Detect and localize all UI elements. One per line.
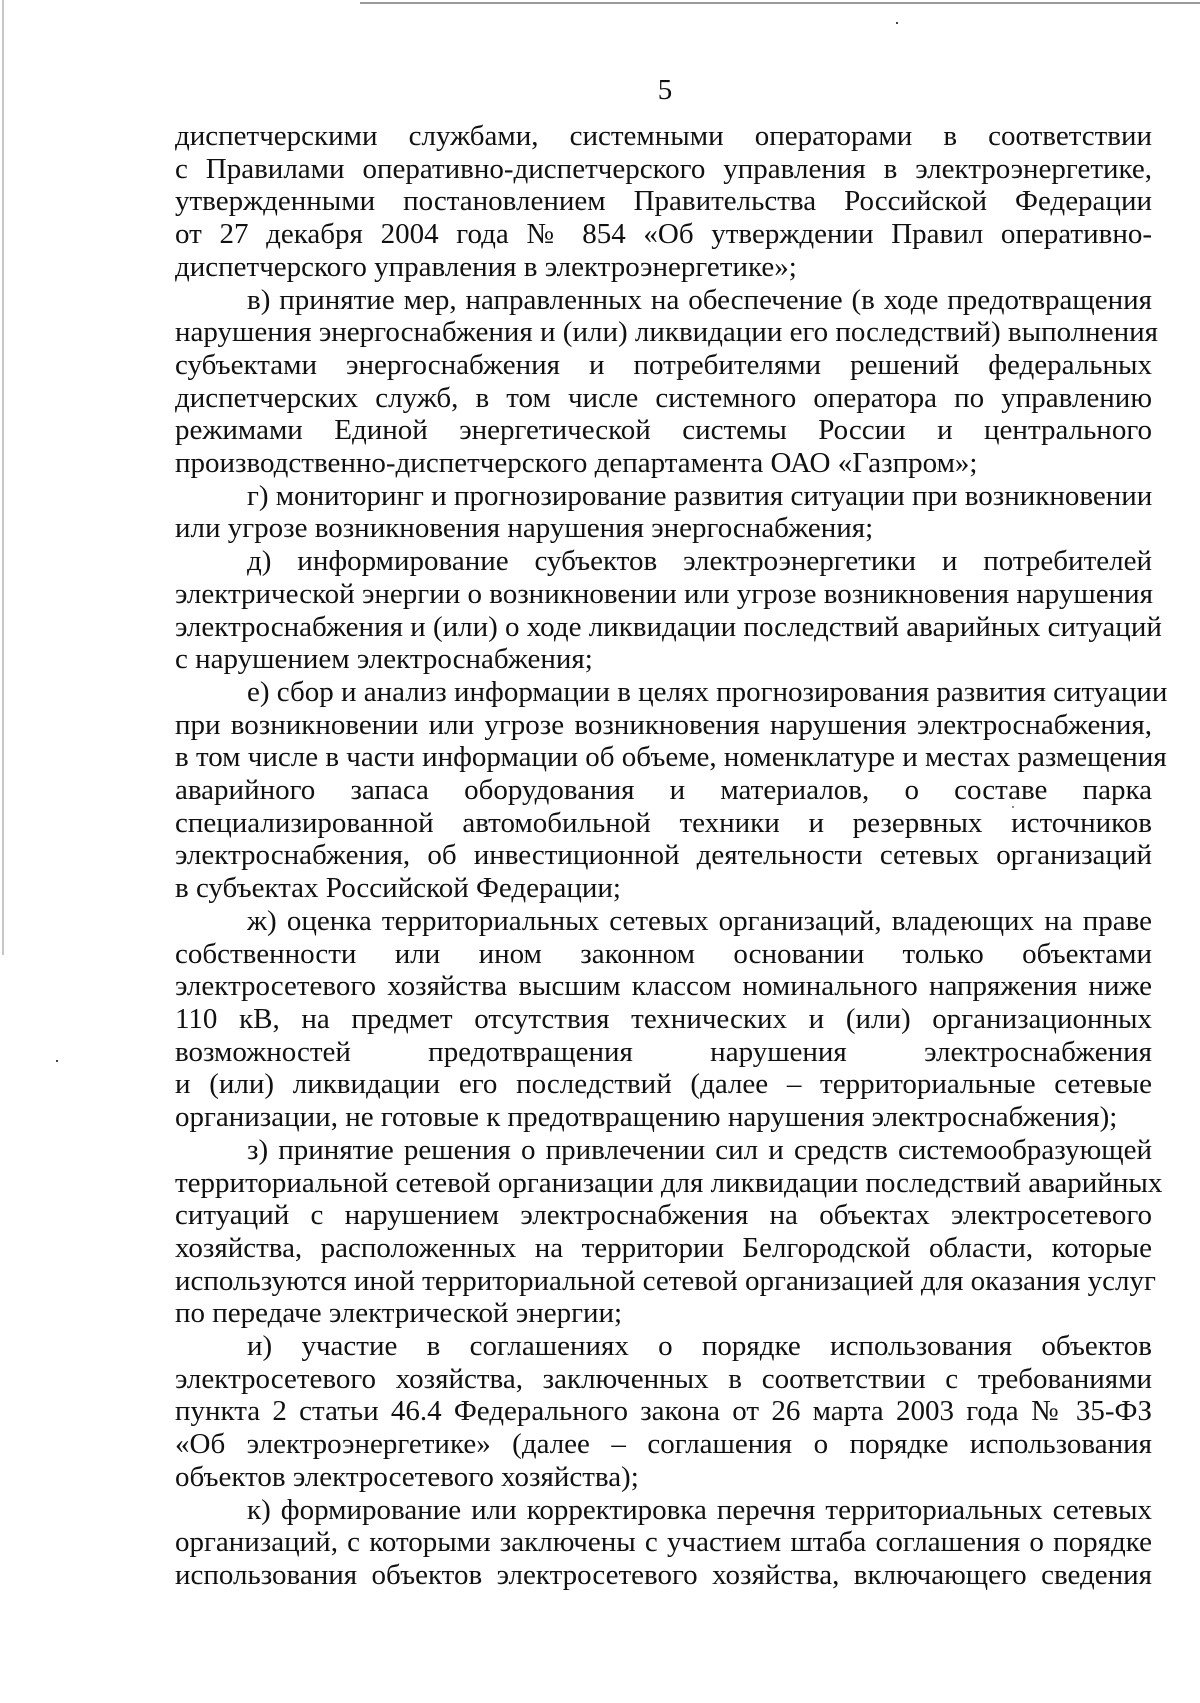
text-line: организаций, с которыми заключены с участием штаба соглашения о порядке [175, 1526, 1152, 1559]
text-line: используются иной территориальной сетевой организацией для оказания услуг [175, 1264, 1156, 1297]
text-line: объектов электросетевого хозяйства); [175, 1460, 639, 1493]
text-line: хозяйства, расположенных на территории Белгородской области, которые [175, 1231, 1152, 1264]
text-line: с нарушением электроснабжения; [175, 643, 593, 676]
text-line: в) принятие мер, направленных на обеспечение (в ходе предотвращения [247, 283, 1152, 316]
text-line: электрической энергии о возникновении или угрозе возникновения нарушения [175, 577, 1153, 610]
text-line: использования объектов электросетевого хозяйства, включающего сведения [175, 1558, 1152, 1591]
text-line: территориальной сетевой организации для ликвидации последствий аварийных [175, 1166, 1163, 1199]
text-line: г) мониторинг и прогнозирование развития ситуации при возникновении [247, 479, 1153, 512]
text-line: «Об электроэнергетике» (далее – соглашения о порядке использования [175, 1428, 1152, 1461]
text-line: аварийного запаса оборудования и материалов, о составе парка [175, 774, 1152, 807]
text-line: в субъектах Российской Федерации; [175, 872, 621, 905]
text-line: в том числе в части информации об объеме, номенклатуре и местах размещения [175, 741, 1167, 774]
text-line: электроснабжения, об инвестиционной деятельности сетевых организаций [175, 839, 1152, 872]
text-line: и (или) ликвидации его последствий (далее – территориальные сетевые [175, 1068, 1152, 1101]
text-line: при возникновении или угрозе возникновения нарушения электроснабжения, [175, 708, 1152, 741]
text-line: с Правилами оперативно-диспетчерского управления в электроэнергетике, [175, 152, 1152, 185]
text-line: д) информирование субъектов электроэнергетики и потребителей [247, 545, 1152, 578]
text-line: 110 кВ, на предмет отсутствия технических и (или) организационных [175, 1002, 1152, 1035]
text-line: утвержденными постановлением Правительства Российской Федерации [175, 185, 1152, 218]
scan-border-left [2, 0, 4, 955]
text-line: з) принятие решения о привлечении сил и средств системообразующей [247, 1133, 1152, 1166]
text-line: субъектами энергоснабжения и потребителями решений федеральных [175, 348, 1152, 381]
text-line: специализированной автомобильной техники и резервных источников [175, 806, 1152, 839]
page-number: 5 [657, 74, 673, 106]
text-line: электросетевого хозяйства, заключенных в соответствии с требованиями [175, 1362, 1152, 1395]
text-line: производственно-диспетчерского департамента ОАО «Газпром»; [175, 447, 978, 480]
text-line: ж) оценка территориальных сетевых организаций, владеющих на праве [247, 904, 1152, 937]
text-line: собственности или ином законном основании только объектами [175, 937, 1152, 970]
text-line: от 27 декабря 2004 года № 854 «Об утверждении Правил оперативно- [175, 218, 1152, 251]
text-line: пункта 2 статьи 46.4 Федерального закона от 26 марта 2003 года № 35-ФЗ [175, 1395, 1152, 1428]
text-line: режимами Единой энергетической системы России и центрального [175, 414, 1152, 447]
text-line: или угрозе возникновения нарушения энергоснабжения; [175, 512, 874, 545]
text-line: е) сбор и анализ информации в целях прогнозирования развития ситуации [247, 675, 1168, 708]
text-line: нарушения энергоснабжения и (или) ликвидации его последствий) выполнения [175, 316, 1158, 349]
text-line: возможностей предотвращения нарушения электроснабжения [175, 1035, 1152, 1068]
scan-speck [56, 1060, 58, 1062]
text-line: электросетевого хозяйства высшим классом номинального напряжения ниже [175, 970, 1152, 1003]
text-line: ситуаций с нарушением электроснабжения на объектах электросетевого [175, 1199, 1152, 1232]
text-line: диспетчерского управления в электроэнергетике»; [175, 250, 797, 283]
text-line: к) формирование или корректировка перечня территориальных сетевых [247, 1493, 1152, 1526]
text-line: электроснабжения и (или) о ходе ликвидации последствий аварийных ситуаций [175, 610, 1162, 643]
text-line: организации, не готовые к предотвращению нарушения электроснабжения); [175, 1101, 1118, 1134]
text-line: диспетчерских служб, в том числе системного оператора по управлению [175, 381, 1152, 414]
text-line: диспетчерскими службами, системными операторами в соответствии [175, 120, 1152, 152]
text-line: и) участие в соглашениях о порядке использования объектов [247, 1330, 1152, 1363]
scan-speck [896, 22, 898, 24]
scan-border-top [360, 2, 1200, 4]
document-body [175, 120, 1168, 1592]
text-line: по передаче электрической энергии; [175, 1297, 623, 1330]
